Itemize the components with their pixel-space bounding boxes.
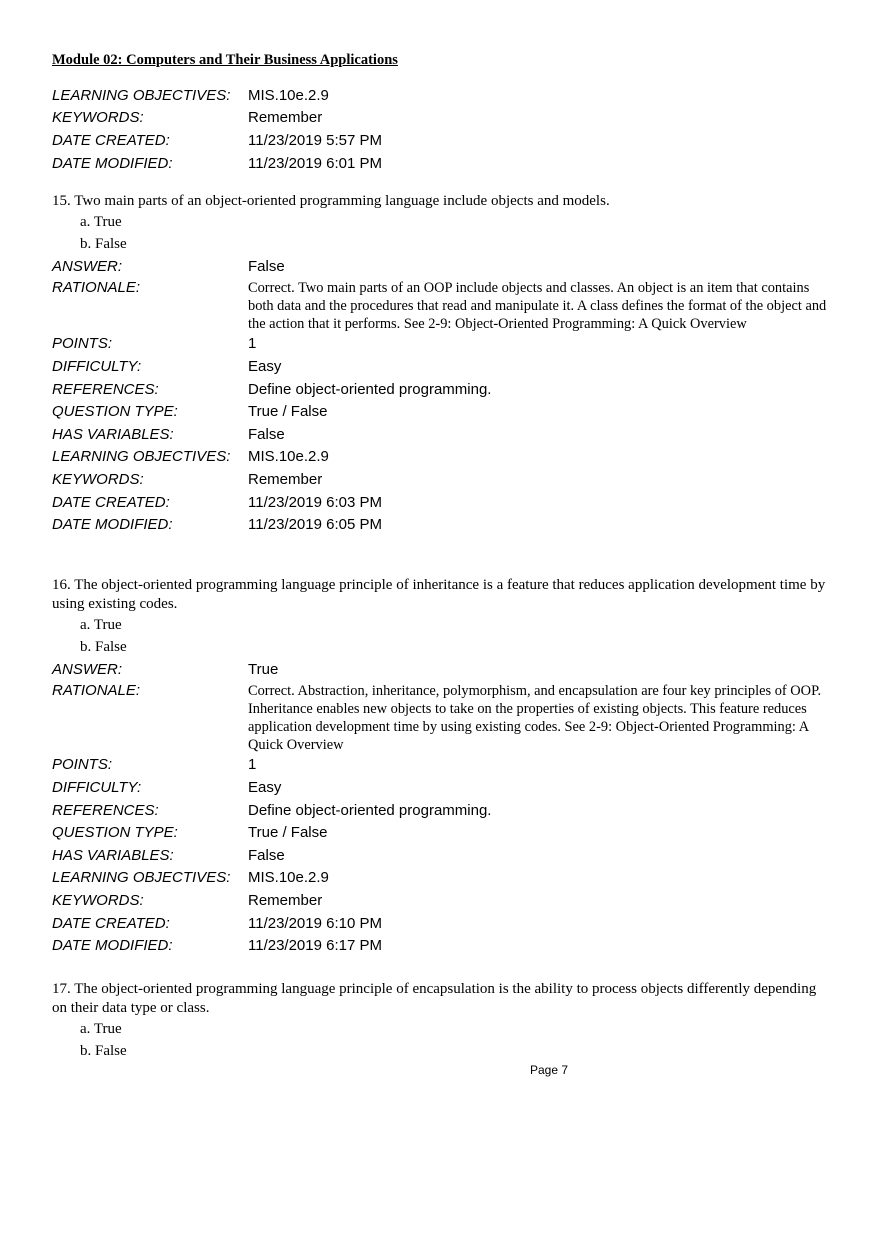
rationale-text: Correct. Abstraction, inheritance, polymorphism, and encapsulation are four key principles of OOP. Inheritance enables new objects to take on the properties of existing objects. This feature reduces application development time by using existing codes. See 2-9: Object-Oriented Programming: A Quick Overview	[248, 682, 822, 753]
meta-label: DATE CREATED:	[52, 914, 170, 932]
meta-value: True / False	[248, 403, 328, 421]
module-title: Module 02: Computers and Their Business Applications	[52, 52, 398, 68]
meta-label: HAS VARIABLES:	[52, 846, 174, 864]
meta-label: HAS VARIABLES:	[52, 425, 174, 443]
choice-false: b. False	[80, 236, 127, 252]
rationale-label: RATIONALE:	[52, 681, 141, 699]
meta-label: DATE MODIFIED:	[52, 516, 173, 534]
meta-label: KEYWORDS:	[52, 891, 144, 909]
meta-row	[52, 423, 828, 446]
meta-row	[52, 799, 828, 822]
meta-label: DATE CREATED:	[52, 493, 170, 511]
meta-value: 11/23/2019 6:01 PM	[248, 154, 382, 172]
answer-row	[52, 255, 828, 278]
answer-value: True	[248, 660, 279, 678]
meta-row	[52, 446, 828, 469]
meta-row	[52, 468, 828, 491]
choice-true: a. True	[80, 214, 122, 230]
choice-true: a. True	[80, 617, 122, 633]
answer-row	[52, 658, 828, 681]
meta-row	[52, 378, 828, 401]
meta-row	[52, 889, 828, 912]
rationale-text: Correct. Two main parts of an OOP include objects and classes. An object is an item that contains both data and the procedures that read and manipulate it. A class defines the format of the object and the action that it performs. See 2-9: Object-Oriented Programming: A Quick Overview	[248, 279, 827, 332]
meta-row	[52, 84, 828, 107]
meta-label: QUESTION TYPE:	[52, 403, 178, 421]
meta-value: 11/23/2019 6:10 PM	[248, 914, 382, 932]
meta-value: Define object-oriented programming.	[248, 380, 492, 398]
meta-value: Easy	[248, 778, 282, 796]
meta-row	[52, 491, 828, 514]
meta-row	[52, 333, 828, 356]
meta-row	[52, 754, 828, 777]
meta-value: Easy	[248, 357, 282, 375]
meta-label: LEARNING OBJECTIVES:	[52, 448, 231, 466]
top-metadata	[52, 84, 828, 174]
meta-label: KEYWORDS:	[52, 470, 144, 488]
rationale-row	[52, 278, 828, 333]
meta-row	[52, 129, 828, 152]
meta-value: 11/23/2019 5:57 PM	[248, 131, 382, 149]
meta-value: 1	[248, 335, 257, 353]
choice-false: b. False	[80, 1043, 127, 1059]
question-text: 16. The object-oriented programming language principle of inheritance is a feature that reduces application development time by using existing codes.	[52, 577, 826, 612]
meta-label: LEARNING OBJECTIVES:	[52, 86, 231, 104]
meta-value: False	[248, 425, 285, 443]
answer-value: False	[248, 257, 285, 275]
meta-value: 11/23/2019 6:03 PM	[248, 493, 382, 511]
meta-row	[52, 934, 828, 957]
meta-label: DIFFICULTY:	[52, 357, 142, 375]
answer-label: ANSWER:	[52, 660, 123, 678]
meta-row	[52, 152, 828, 175]
question-16	[52, 576, 828, 957]
meta-value: Remember	[248, 109, 323, 127]
meta-row	[52, 912, 828, 935]
meta-label: REFERENCES:	[52, 380, 159, 398]
meta-label: POINTS:	[52, 756, 113, 774]
meta-row	[52, 844, 828, 867]
meta-value: False	[248, 846, 285, 864]
meta-value: MIS.10e.2.9	[248, 869, 329, 887]
rationale-label: RATIONALE:	[52, 278, 141, 296]
meta-label: DATE MODIFIED:	[52, 154, 173, 172]
question-15	[52, 192, 828, 536]
meta-value: True / False	[248, 824, 328, 842]
meta-label: LEARNING OBJECTIVES:	[52, 869, 231, 887]
meta-label: POINTS:	[52, 335, 113, 353]
meta-row	[52, 355, 828, 378]
question-17	[52, 980, 828, 1062]
meta-label: QUESTION TYPE:	[52, 824, 178, 842]
meta-value: 11/23/2019 6:17 PM	[248, 937, 382, 955]
meta-row	[52, 867, 828, 890]
meta-row	[52, 400, 828, 423]
meta-label: DATE CREATED:	[52, 131, 170, 149]
meta-label: KEYWORDS:	[52, 109, 144, 127]
meta-value: 11/23/2019 6:05 PM	[248, 516, 382, 534]
meta-row	[52, 107, 828, 130]
question-text: 15. Two main parts of an object-oriented programming language include objects and models.	[52, 193, 610, 209]
choice-false: b. False	[80, 639, 127, 655]
choice-true: a. True	[80, 1021, 122, 1037]
meta-label: DATE MODIFIED:	[52, 937, 173, 955]
rationale-row	[52, 681, 828, 754]
meta-value: Define object-oriented programming.	[248, 801, 492, 819]
question-text: 17. The object-oriented programming language principle of encapsulation is the ability to process objects differently depending on their data type or class.	[52, 981, 817, 1016]
meta-value: MIS.10e.2.9	[248, 448, 329, 466]
meta-label: REFERENCES:	[52, 801, 159, 819]
meta-value: Remember	[248, 470, 323, 488]
meta-row	[52, 776, 828, 799]
meta-value: 1	[248, 756, 257, 774]
meta-row	[52, 821, 828, 844]
meta-value: Remember	[248, 891, 323, 909]
meta-value: MIS.10e.2.9	[248, 86, 329, 104]
meta-label: DIFFICULTY:	[52, 778, 142, 796]
page-number: Page 7	[530, 1063, 569, 1077]
answer-label: ANSWER:	[52, 257, 123, 275]
meta-row	[52, 513, 828, 536]
